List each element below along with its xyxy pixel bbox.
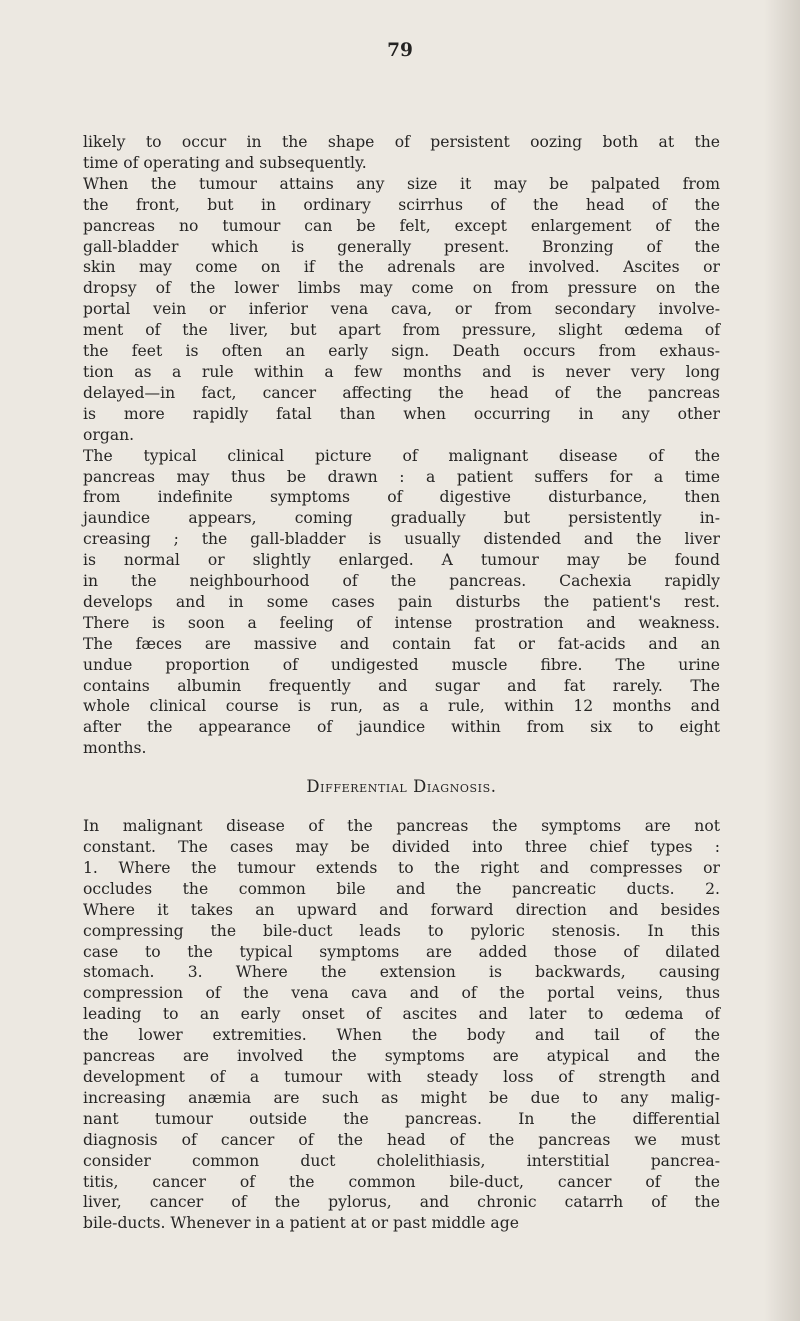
text-line: gall-bladder which is generally present. Bronzing of the [83, 237, 720, 256]
body-text [83, 132, 720, 1234]
text-line: occludes the common bile and the pancreatic ducts. 2. [83, 879, 720, 898]
page-number: 79 [387, 40, 413, 61]
page-edge-shadow [764, 0, 800, 1321]
text-line: delayed—in fact, cancer affecting the head of the pancreas [83, 383, 720, 402]
text-line: The typical clinical picture of malignant disease of the [83, 446, 720, 465]
text-line: leading to an early onset of ascites and later to œdema of [83, 1005, 720, 1024]
text-line: development of a tumour with steady loss of strength and [83, 1067, 720, 1086]
text-line: from indefinite symptoms of digestive disturbance, then [83, 488, 720, 507]
paragraph-2 [83, 174, 720, 446]
paragraph-1 [83, 132, 720, 174]
text-line: liver, cancer of the pylorus, and chronic catarrh of the [83, 1193, 720, 1212]
text-line: tion as a rule within a few months and is never very long [83, 362, 720, 381]
text-line: after the appearance of jaundice within from six to eight [83, 718, 720, 737]
text-line: in the neighbourhood of the pancreas. Cachexia rapidly [83, 572, 720, 591]
text-line: contains albumin frequently and sugar and fat rarely. The [83, 676, 720, 695]
text-line: Where it takes an upward and forward direction and besides [83, 900, 720, 919]
text-line: In malignant disease of the pancreas the symptoms are not [83, 817, 720, 836]
text-line: creasing ; the gall-bladder is usually distended and the liver [83, 530, 720, 549]
text-line: 1. Where the tumour extends to the right and compresses or [83, 858, 720, 877]
text-line: dropsy of the lower limbs may come on from pressure on the [83, 279, 720, 298]
text-line: compressing the bile-duct leads to pyloric stenosis. In this [83, 921, 720, 940]
text-line: pancreas may thus be drawn : a patient suffers for a time [83, 467, 720, 486]
text-line: skin may come on if the adrenals are involved. Ascites or [83, 258, 720, 277]
paragraph-3 [83, 446, 720, 760]
paragraph-4 [83, 816, 720, 1234]
text-line: The fæces are massive and contain fat or fat-acids and an [83, 634, 720, 653]
text-line: There is soon a feeling of intense prostration and weakness. [83, 613, 720, 632]
text-line: portal vein or inferior vena cava, or from secondary involve- [83, 300, 720, 319]
text-line: consider common duct cholelithiasis, interstitial pancrea- [83, 1151, 720, 1170]
text-line: case to the typical symptoms are added those of dilated [83, 942, 720, 961]
text-line: pancreas are involved the symptoms are atypical and the [83, 1047, 720, 1066]
text-line: is normal or slightly enlarged. A tumour may be found [83, 551, 720, 570]
text-line: stomach. 3. Where the extension is backwards, causing [83, 963, 720, 982]
text-line: undue proportion of undigested muscle fibre. The urine [83, 655, 720, 674]
text-line: the lower extremities. When the body and tail of the [83, 1026, 720, 1045]
text-line: pancreas no tumour can be felt, except enlargement of the [83, 216, 720, 235]
text-line: the feet is often an early sign. Death occurs from exhaus- [83, 342, 720, 361]
section-heading: Differential Diagnosis. [306, 777, 497, 797]
text-line: increasing anæmia are such as might be due to any malig- [83, 1088, 720, 1107]
text-line: diagnosis of cancer of the head of the pancreas we must [83, 1130, 720, 1149]
text-line: likely to occur in the shape of persistent oozing both at the [83, 133, 720, 151]
text-line: constant. The cases may be divided into three chief types : [83, 838, 720, 856]
text-line: the front, but in ordinary scirrhus of the head of the [83, 195, 720, 214]
text-line: When the tumour attains any size it may be palpated from [83, 174, 720, 193]
text-line: months. [83, 739, 147, 758]
text-line: ment of the liver, but apart from pressure, slight œdema of [83, 321, 720, 340]
text-line: jaundice appears, coming gradually but persistently in- [83, 509, 720, 528]
text-line: bile-ducts. Whenever in a patient at or past middle age [83, 1214, 519, 1233]
text-line: organ. [83, 425, 135, 444]
text-line: is more rapidly fatal than when occurring in any other [83, 404, 720, 423]
text-line: compression of the vena cava and of the portal veins, thus [83, 984, 720, 1003]
text-line: whole clinical course is run, as a rule, within 12 months and [83, 697, 720, 716]
text-line: titis, cancer of the common bile-duct, cancer of the [83, 1172, 720, 1191]
text-line: time of operating and subsequently. [83, 153, 367, 172]
text-line: develops and in some cases pain disturbs the patient's rest. [83, 592, 720, 611]
text-line: nant tumour outside the pancreas. In the differential [83, 1109, 720, 1128]
